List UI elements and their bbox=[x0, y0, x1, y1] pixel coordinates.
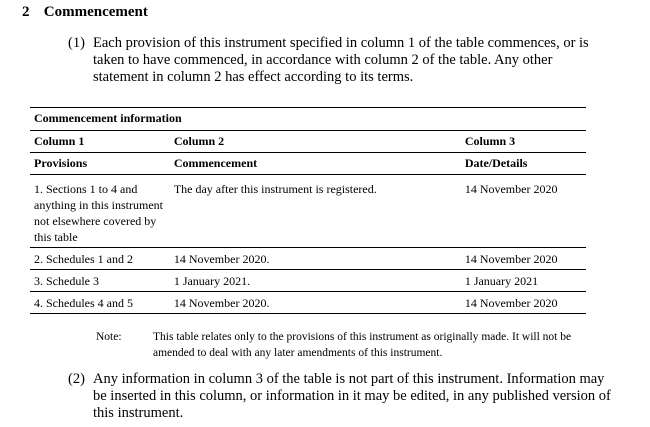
column-header-provisions: Provisions bbox=[30, 153, 170, 175]
table-cell: 4. Schedules 4 and 5 bbox=[30, 292, 170, 314]
subsection-number: (2) bbox=[68, 371, 85, 387]
column-header-date: Date/Details bbox=[461, 153, 586, 175]
table-row bbox=[30, 270, 586, 292]
column-number-2: Column 2 bbox=[170, 131, 461, 153]
table-row bbox=[30, 292, 586, 314]
commencement-table bbox=[30, 107, 586, 314]
note-label: Note: bbox=[96, 331, 122, 343]
column-header-row bbox=[30, 153, 586, 175]
table-row bbox=[30, 175, 586, 248]
section-number: 2 bbox=[22, 4, 30, 20]
subsection-text: Any information in column 3 of the table is not part of this instrument. Information may be inserted in this column, or information in it may be edited, in any published version of this instrument. bbox=[93, 371, 611, 421]
table-cell: 2. Schedules 1 and 2 bbox=[30, 248, 170, 270]
table-cell: 1 January 2021 bbox=[461, 270, 586, 292]
table-cell: 1. Sections 1 to 4 and anything in this instrument not elsewhere covered by this table bbox=[30, 175, 170, 248]
table-cell: 14 November 2020 bbox=[461, 248, 586, 270]
section-heading bbox=[22, 4, 148, 21]
column-number-3: Column 3 bbox=[461, 131, 586, 153]
table-cell: The day after this instrument is registered. bbox=[170, 175, 461, 248]
subsection-text: Each provision of this instrument specified in column 1 of the table commences, or is taken to have commenced, in accordance with column 2 of the table. Any other statement in column 2 has effect according to its terms. bbox=[93, 35, 589, 85]
column-header-commencement: Commencement bbox=[170, 153, 461, 175]
subsection-1 bbox=[68, 35, 608, 86]
table-cell: 14 November 2020. bbox=[170, 292, 461, 314]
table-cell: 1 January 2021. bbox=[170, 270, 461, 292]
table-cell: 14 November 2020 bbox=[461, 175, 586, 248]
table-caption-row bbox=[30, 108, 586, 131]
table-cell: 14 November 2020 bbox=[461, 292, 586, 314]
table-caption: Commencement information bbox=[30, 108, 586, 131]
subsection-number: (1) bbox=[68, 35, 85, 51]
column-number-row bbox=[30, 131, 586, 153]
table-cell: 3. Schedule 3 bbox=[30, 270, 170, 292]
section-title: Commencement bbox=[43, 4, 148, 20]
column-number-1: Column 1 bbox=[30, 131, 170, 153]
table-row bbox=[30, 248, 586, 270]
table-cell: 14 November 2020. bbox=[170, 248, 461, 270]
table-note bbox=[96, 329, 596, 361]
subsection-2 bbox=[68, 371, 616, 422]
note-text: This table relates only to the provisions of this instrument as originally made. It will not be amended to deal with any later amendments of this instrument. bbox=[153, 331, 572, 359]
